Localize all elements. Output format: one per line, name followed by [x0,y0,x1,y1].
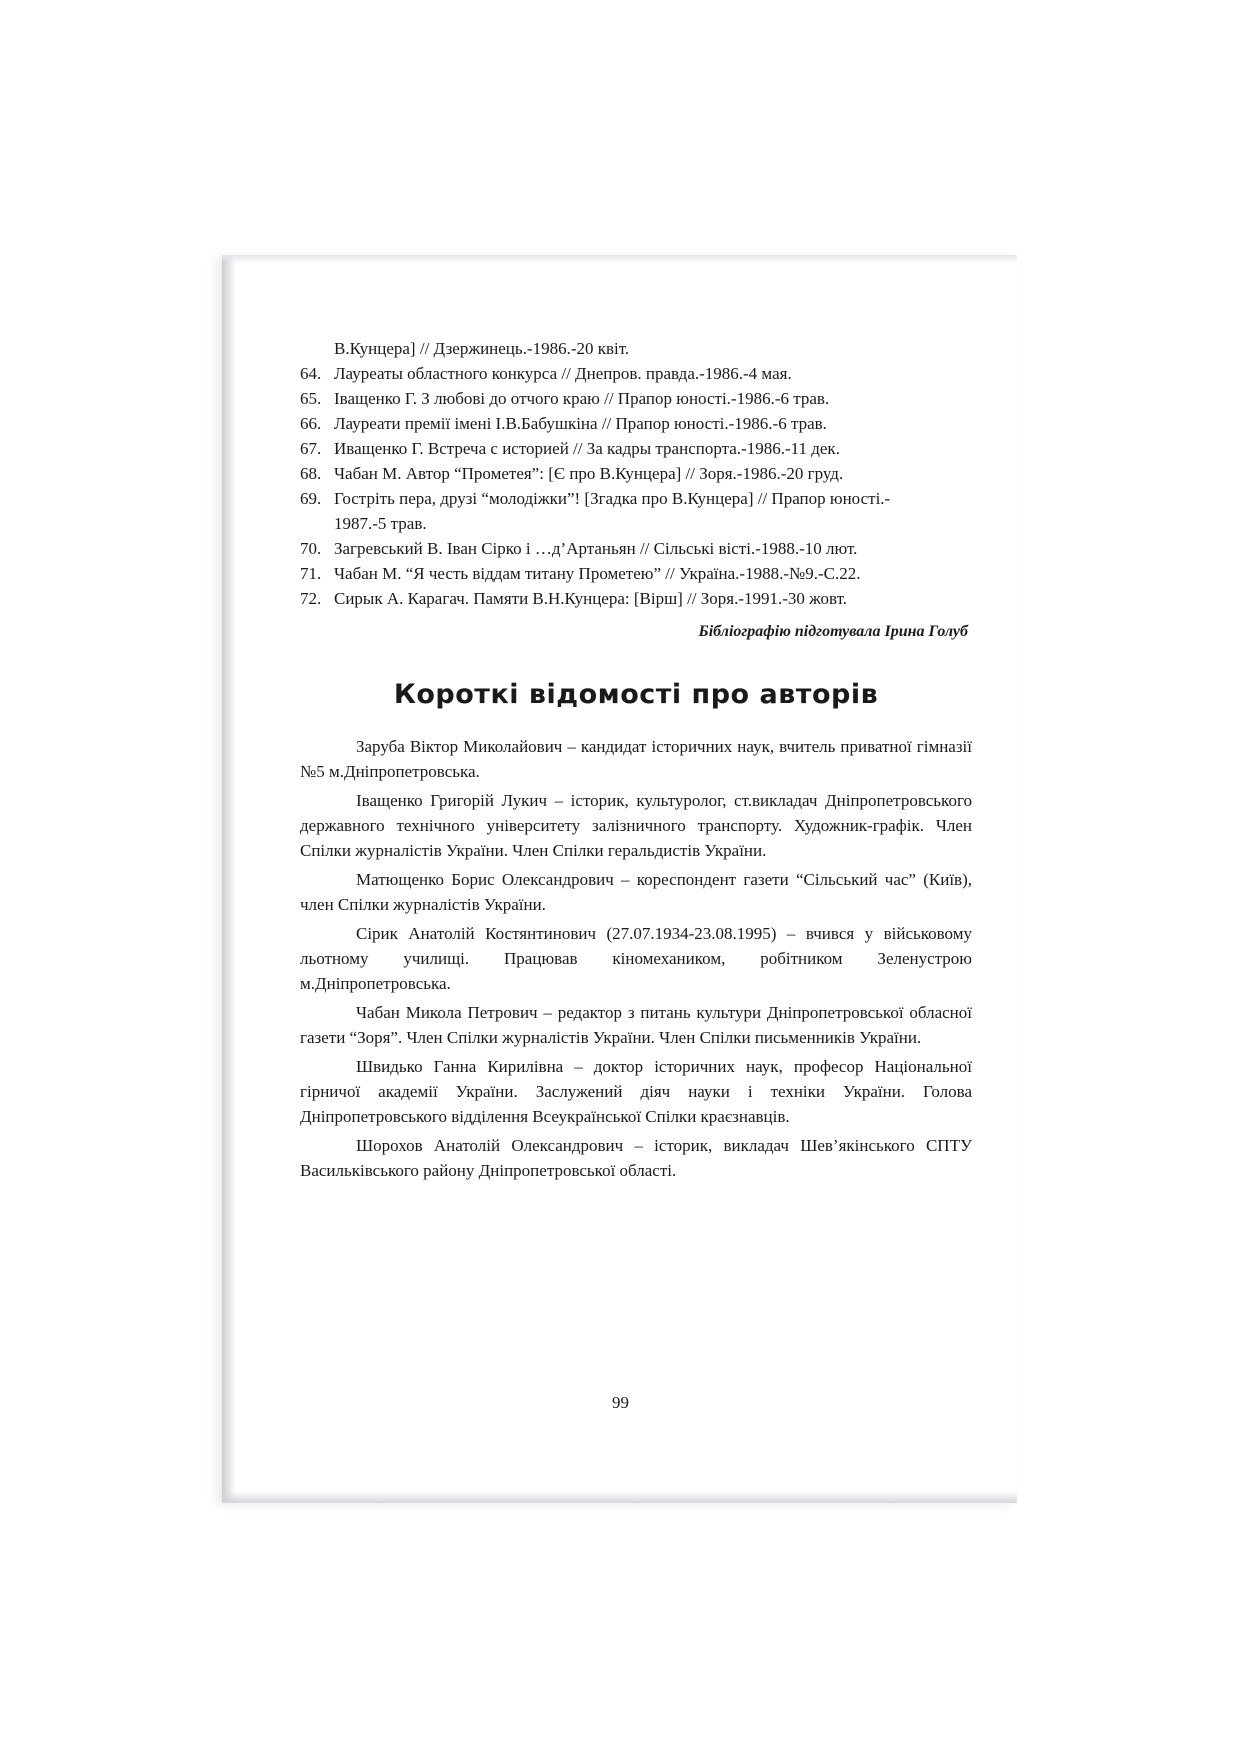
entry-text: Лауреаты областного конкурса // Днепров. правда.-1986.-4 мая. [334,364,792,383]
author-paragraph: Шорохов Анатолій Олександрович – історик, викладач Шев’якінського СПТУ Васильківського району Дніпропетровської області. [300,1136,972,1180]
bibliography-entry [300,461,972,486]
entry-number: 72. [300,589,322,608]
entry-number: 71. [300,564,322,583]
entry-text: Сирык А. Карагач. Памяти В.Н.Кунцера: [Вірш] // Зоря.-1991.-30 жовт. [334,589,848,608]
entry-number: 68. [300,464,322,483]
entry-continuation: 1987.-5 трав. [334,514,427,533]
entry-number: 67. [300,439,322,458]
bibliography-entry [300,486,972,511]
bibliography-entry [300,561,972,586]
page-shadow-left [222,255,236,1503]
author-paragraph: Іващенко Григорій Лукич – історик, культуролог, ст.викладач Дніпропетровського державного технічного університету залізничного транспорту. Художник-графік. Член Спілки журналістів України. Член Спілки геральдистів України. [300,791,972,860]
bibliography-entry [300,386,972,411]
authors-list [300,734,972,1183]
bibliography-entry [300,586,972,611]
entry-text: Чабан М. “Я честь віддам титану Прометею” // Україна.-1988.-№9.-С.22. [334,564,861,583]
author-paragraph: Заруба Віктор Миколайович – кандидат історичних наук, вчитель приватної гімназії №5 м.Дніпропетровська. [300,737,972,781]
page-content [300,336,972,1187]
entry-number: 70. [300,539,322,558]
bibliography-entry [300,436,972,461]
bibliography-entry [300,361,972,386]
author-paragraph: Швидько Ганна Кирилівна – доктор історичних наук, професор Національної гірничої академії України. Заслужений діяч науки і техніки України. Голова Дніпропетровського відділення Всеукраїнської Спілки краєзнавців. [300,1057,972,1126]
bibliography-entry [300,411,972,436]
entry-text: Иващенко Г. Встреча с историей // За кадры транспорта.-1986.-11 дек. [334,439,840,458]
entry-text: Лауреати премії імені І.В.Бабушкіна // Прапор юності.-1986.-6 трав. [334,414,827,433]
entry-number: 65. [300,389,322,408]
bibliography-continuation: В.Кунцера] // Дзержинець.-1986.-20 квіт. [334,339,630,358]
entry-number: 66. [300,414,322,433]
section-title: Короткі відомості про авторів [393,679,879,710]
entry-text: Загревський В. Іван Сірко і …д’Артаньян // Сільські вісті.-1988.-10 лют. [334,539,858,558]
page-shadow-top [222,255,1017,263]
page-number: 99 [612,1393,629,1412]
entry-text: Гостріть пера, друзі “молодіжки”! [Згадка про В.Кунцера] // Прапор юності.- [334,489,891,508]
page-shadow-bottom [222,1491,1017,1503]
author-paragraph: Матющенко Борис Олександрович – кореспондент газети “Сільський час” (Київ), член Спілки журналістів України. [300,870,972,914]
entry-number: 64. [300,364,322,383]
bibliography-list [300,336,972,611]
entry-text: Чабан М. Автор “Прометея”: [Є про В.Кунцера] // Зоря.-1986.-20 груд. [334,464,844,483]
author-paragraph: Сірик Анатолій Костянтинович (27.07.1934-23.08.1995) – вчився у військовому льотному училищі. Працював кіномехаником, робітником Зеленустрою м.Дніпропетровська. [300,924,972,993]
entry-text: Іващенко Г. З любові до отчого краю // Прапор юності.-1986.-6 трав. [334,389,830,408]
entry-number: 69. [300,489,322,508]
author-paragraph: Чабан Микола Петрович – редактор з питань культури Дніпропетровської обласної газети “Зоря”. Член Спілки журналістів України. Член Спілки письменників України. [300,1003,972,1047]
bibliography-attribution: Бібліографію підготувала Ірина Голуб [698,623,968,640]
bibliography-entry [300,536,972,561]
